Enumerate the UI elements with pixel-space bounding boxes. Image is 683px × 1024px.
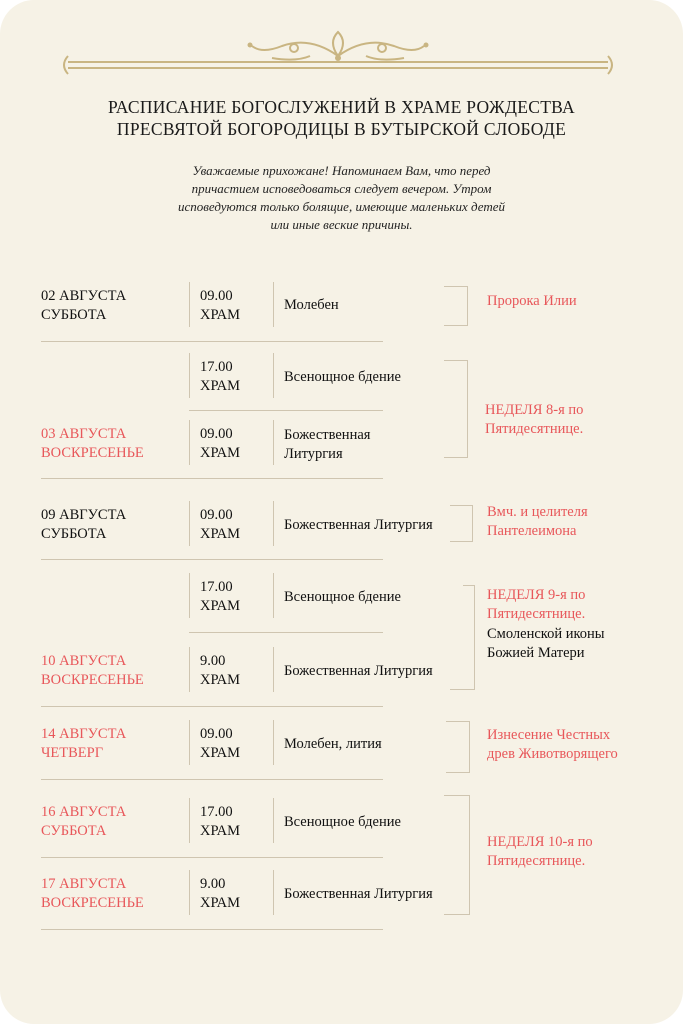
place-label: ХРАМ	[200, 307, 241, 323]
place-label: ХРАМ	[200, 598, 241, 614]
notice-line: или иные веские причины.	[270, 217, 413, 232]
service-label: Молебен	[284, 297, 339, 313]
time-label: 17.00	[200, 579, 233, 595]
feast-note: древ Животворящего	[487, 746, 618, 762]
time-label: 9.00	[200, 653, 226, 669]
time-label: 09.00	[200, 426, 233, 442]
time-label: 09.00	[200, 726, 233, 742]
service-label: Литургия	[284, 446, 343, 462]
weekday-label: СУББОТА	[41, 526, 107, 542]
weekday-label: СУББОТА	[41, 823, 107, 839]
service-label: Божественная Литургия	[284, 663, 433, 679]
feast-note: Смоленской иконы	[487, 626, 605, 642]
time-label: 17.00	[200, 359, 233, 375]
feast-note: НЕДЕЛЯ 8-я по	[485, 402, 584, 418]
bracket	[444, 795, 470, 915]
feast-note: Изнесение Честных	[487, 727, 611, 743]
bracket	[450, 505, 473, 542]
service-label: Всенощное бдение	[284, 369, 401, 385]
date-label: 09 АВГУСТА	[41, 507, 127, 523]
time-label: 9.00	[200, 876, 226, 892]
date-label: 02 АВГУСТА	[41, 288, 127, 304]
bracket	[444, 286, 468, 326]
notice-line: исповедуются только болящие, имеющие маленьких детей	[177, 199, 506, 214]
date-label: 17 АВГУСТА	[41, 876, 127, 892]
notice-line: причастием исповедоваться следует вечером. Утром	[191, 181, 492, 196]
place-label: ХРАМ	[200, 378, 241, 394]
place-label: ХРАМ	[200, 672, 241, 688]
service-label: Молебен, лития	[284, 736, 382, 752]
service-label: Божественная Литургия	[284, 517, 433, 533]
weekday-label: ВОСКРЕСЕНЬЕ	[41, 445, 144, 461]
date-label: 03 АВГУСТА	[41, 426, 127, 442]
place-label: ХРАМ	[200, 445, 241, 461]
page-title-line1: РАСПИСАНИЕ БОГОСЛУЖЕНИЙ В ХРАМЕ РОЖДЕСТВА	[107, 97, 575, 117]
place-label: ХРАМ	[200, 823, 241, 839]
time-label: 09.00	[200, 507, 233, 523]
date-label: 14 АВГУСТА	[41, 726, 127, 742]
feast-note: НЕДЕЛЯ 10-я по	[487, 834, 593, 850]
date-label: 10 АВГУСТА	[41, 653, 127, 669]
service-label: Божественная Литургия	[284, 886, 433, 902]
weekday-label: ЧЕТВЕРГ	[41, 745, 104, 761]
notice-line: Уважаемые прихожане! Напоминаем Вам, что перед	[192, 163, 491, 178]
bracket	[444, 360, 468, 458]
place-label: ХРАМ	[200, 745, 241, 761]
weekday-label: ВОСКРЕСЕНЬЕ	[41, 672, 144, 688]
weekday-label: ВОСКРЕСЕНЬЕ	[41, 895, 144, 911]
place-label: ХРАМ	[200, 895, 241, 911]
service-label: Всенощное бдение	[284, 589, 401, 605]
feast-note: Пятидесятнице.	[487, 853, 586, 869]
feast-note: НЕДЕЛЯ 9-я по	[487, 587, 586, 603]
bracket	[446, 721, 470, 773]
feast-note: Вмч. и целителя	[487, 504, 588, 520]
service-label: Всенощное бдение	[284, 814, 401, 830]
date-label: 16 АВГУСТА	[41, 804, 127, 820]
service-label: Божественная	[284, 427, 371, 443]
feast-note: Пантелеимона	[487, 523, 577, 539]
time-label: 17.00	[200, 804, 233, 820]
feast-note: Пятидесятнице.	[487, 606, 586, 622]
page-title-line2: ПРЕСВЯТОЙ БОГОРОДИЦЫ В БУТЫРСКОЙ СЛОБОДЕ	[116, 119, 567, 139]
weekday-label: СУББОТА	[41, 307, 107, 323]
feast-note: Божией Матери	[487, 645, 585, 661]
ornament-divider-icon	[60, 26, 616, 82]
place-label: ХРАМ	[200, 526, 241, 542]
feast-note: Пятидесятнице.	[485, 421, 584, 437]
time-label: 09.00	[200, 288, 233, 304]
feast-note: Пророка Илии	[487, 293, 577, 309]
